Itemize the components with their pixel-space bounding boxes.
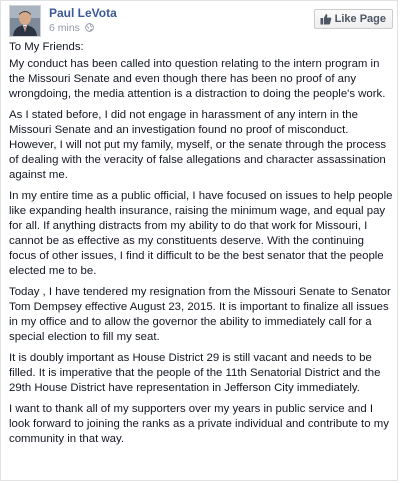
post-meta xyxy=(49,22,94,34)
post-paragraph: In my entire time as a public official, I have focused on issues to help people like expanding health insurance, raising the minimum wage, and equal pay for all. If anything distracts from my ability to do that work for Missouri, I cannot be as effective as my constituents deserve. With the continuing focus of other issues, I find it difficult to be the best senator that the people elected me to be. xyxy=(9,190,393,277)
post-paragraph: As I stated before, I did not engage in harassment of any intern in the Missouri Senate and an investigation found no proof of misconduct. However, I will not put my family, myself, or the senate through the process of dealing with the veracity of false allegations and character assassination against me. xyxy=(9,109,387,181)
like-page-button[interactable] xyxy=(314,9,393,29)
profile-photo xyxy=(10,6,40,36)
like-page-label: Like Page xyxy=(334,13,386,25)
avatar[interactable] xyxy=(9,5,41,37)
post-paragraph: I want to thank all of my supporters over my years in public service and I look forward to joining the ranks as a private individual and contribute to my community in that way. xyxy=(9,403,389,445)
post-greeting: To My Friends: xyxy=(9,41,84,53)
post-timestamp[interactable]: 6 mins xyxy=(49,22,80,34)
post-paragraph: Today , I have tendered my resignation from the Missouri Senate to Senator Tom Dempsey effective August 23, 2015. It is important to finalize all issues in my office and to allow the governor the ability to immediately call for a special election to fill my seat. xyxy=(9,286,391,343)
globe-icon xyxy=(85,23,94,32)
post-body xyxy=(9,40,393,453)
post-header xyxy=(9,5,393,37)
thumbs-up-icon xyxy=(320,13,332,25)
post-paragraph: My conduct has been called into question relating to the intern program in the Missouri Senate and even though there has been no proof of any wrongdoing, the media attention is a distraction to doing the people's work. xyxy=(9,58,386,100)
post-paragraph: It is doubly important as House District 29 is still vacant and needs to be filled. It is imperative that the people of the 11th Senatorial District and the 29th House District have representation in Jefferson City immediately. xyxy=(9,352,381,394)
author-name[interactable]: Paul LeVota xyxy=(49,6,117,20)
